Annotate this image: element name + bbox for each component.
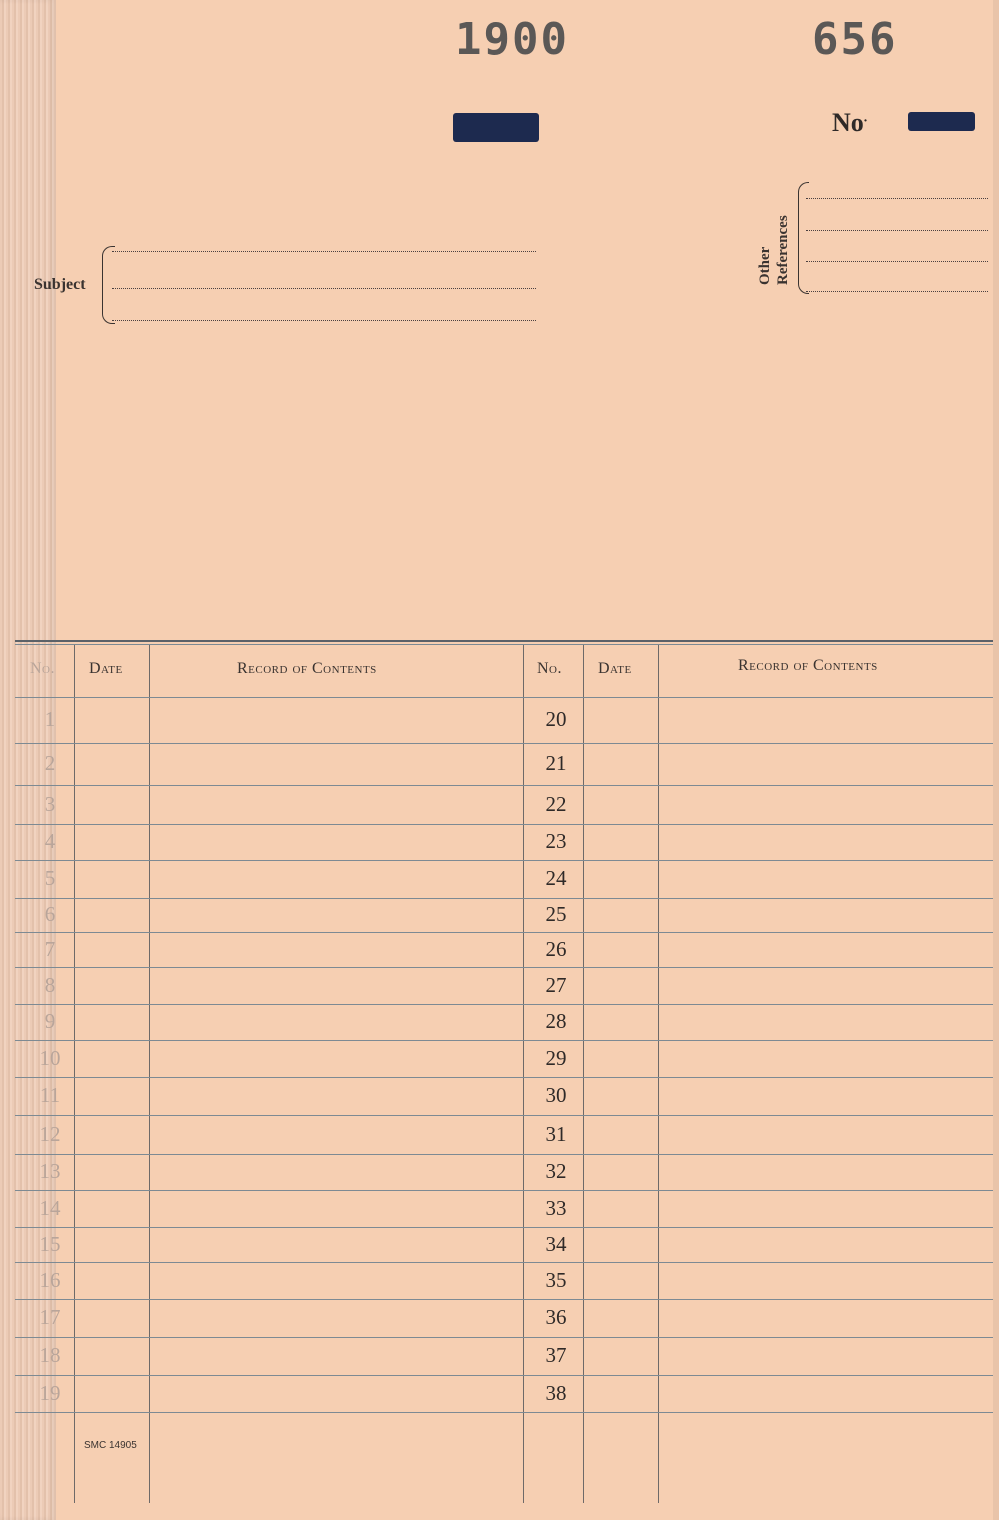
row-rule — [15, 1004, 993, 1005]
redaction-mark — [453, 113, 539, 142]
header-record-right: Record of Contents — [738, 657, 878, 674]
row-rule — [15, 1115, 993, 1116]
row-number-left: 18 — [39, 1343, 61, 1367]
row-rule — [15, 1190, 993, 1191]
row-rule — [15, 1040, 993, 1041]
other-reference-line — [806, 291, 988, 292]
other-reference-line — [806, 230, 988, 231]
row-number-left: 17 — [39, 1305, 61, 1329]
row-number-left: 12 — [39, 1121, 61, 1146]
subject-label: Subject — [34, 276, 86, 293]
row-number-right: 26 — [545, 936, 567, 961]
row-number-right: 24 — [545, 866, 567, 890]
other-reference-line — [806, 198, 988, 199]
row-number-right: 28 — [545, 1009, 567, 1033]
row-rule — [15, 824, 993, 825]
row-rule — [15, 1337, 993, 1338]
row-rule — [15, 898, 993, 899]
file-number-stamp: 656 — [812, 14, 898, 65]
row-rule — [15, 697, 993, 698]
row-number-right: 27 — [545, 972, 567, 997]
row-number-right: 20 — [545, 707, 567, 731]
row-rule — [15, 1412, 993, 1413]
row-number-left: 6 — [44, 902, 56, 926]
subject-line — [112, 320, 536, 321]
row-number-left: 16 — [39, 1267, 61, 1292]
subject-brace — [102, 246, 115, 324]
cover-edge — [993, 0, 999, 1520]
row-number-left: 11 — [39, 1083, 61, 1107]
row-number-right: 32 — [545, 1159, 567, 1183]
header-record-left: Record of Contents — [237, 660, 377, 677]
subject-line — [112, 288, 536, 289]
row-number-right: 29 — [545, 1045, 567, 1070]
row-number-left: 15 — [39, 1231, 61, 1256]
row-number-left: 19 — [39, 1380, 61, 1405]
row-number-left: 9 — [44, 1009, 56, 1033]
row-rule — [15, 932, 993, 933]
row-rule — [15, 1227, 993, 1228]
header-date-right: Date — [598, 660, 632, 677]
row-number-right: 34 — [545, 1231, 567, 1256]
row-number-left: 8 — [44, 972, 56, 997]
row-number-left: 13 — [39, 1159, 61, 1183]
row-number-left: 2 — [44, 751, 56, 775]
row-number-right: 21 — [545, 751, 567, 775]
row-number-right: 36 — [545, 1305, 567, 1329]
row-number-right: 33 — [545, 1195, 567, 1220]
row-number-right: 38 — [545, 1380, 567, 1405]
row-number-left: 1 — [44, 707, 56, 731]
number-label: No. — [832, 108, 868, 137]
row-number-left: 4 — [44, 829, 56, 853]
row-rule — [15, 785, 993, 786]
row-number-left: 7 — [44, 936, 56, 961]
row-number-left: 3 — [44, 791, 56, 816]
other-reference-line — [806, 261, 988, 262]
row-number-left: 10 — [39, 1045, 61, 1070]
row-rule — [15, 1154, 993, 1155]
row-rule — [15, 967, 993, 968]
row-rule — [15, 1299, 993, 1300]
row-rule — [15, 1262, 993, 1263]
row-number-left: 14 — [39, 1195, 61, 1220]
redaction-mark — [908, 112, 975, 131]
row-number-right: 31 — [545, 1121, 567, 1146]
row-rule — [15, 860, 993, 861]
other-references-label: Other References — [757, 215, 791, 285]
row-rule — [15, 743, 993, 744]
header-date-left: Date — [89, 660, 123, 677]
row-rule — [15, 1077, 993, 1078]
row-number-right: 22 — [545, 791, 567, 816]
row-number-left: 5 — [44, 866, 56, 890]
header-no-left: No. — [30, 660, 55, 677]
row-number-right: 30 — [545, 1083, 567, 1107]
subject-line — [112, 251, 536, 252]
year-stamp: 1900 — [455, 14, 569, 65]
row-number-right: 23 — [545, 829, 567, 853]
row-rule — [15, 1375, 993, 1376]
header-no-right: No. — [537, 660, 562, 677]
printer-code: SMC 14905 — [84, 1440, 137, 1451]
row-number-right: 37 — [545, 1343, 567, 1367]
row-number-right: 35 — [545, 1267, 567, 1292]
row-number-right: 25 — [545, 902, 567, 926]
